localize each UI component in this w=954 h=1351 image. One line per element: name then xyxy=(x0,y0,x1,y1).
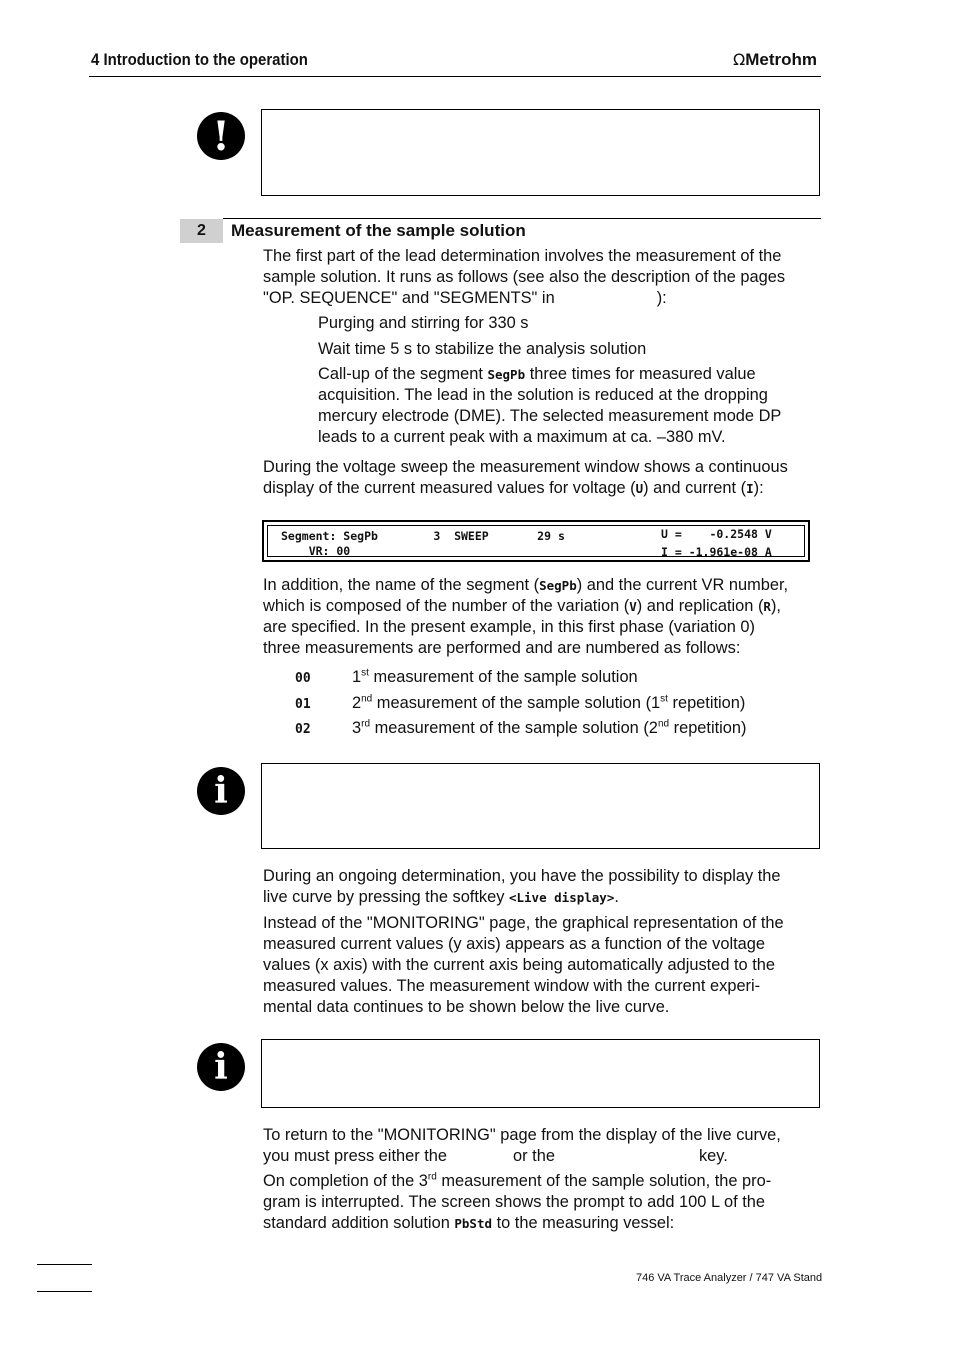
live-paragraph-1: During an ongoing determination, you have the possibility to display the live curve by pressing the softkey <Live display>. xyxy=(263,867,781,906)
chapter-title: 4 Introduction to the operation xyxy=(91,50,308,69)
info-icon: i xyxy=(197,767,245,815)
screen-voltage: U = -0.2548 V xyxy=(661,527,772,541)
live-display-softkey: <Live display> xyxy=(508,890,615,905)
screen-row1-left: Segment: SegPb 3 SWEEP 29 s xyxy=(281,529,565,543)
segment-code: SegPb xyxy=(487,367,526,382)
step-purge: Purging and stirring for 330 s xyxy=(318,314,529,332)
list-item: 1st measurement of the sample solution xyxy=(352,667,638,686)
brand-logo: ΩMetrohm xyxy=(733,50,818,69)
sweep-paragraph: During the voltage sweep the measurement window shows a continuous display of the current measured values for voltage (U) and current (I): xyxy=(263,458,788,497)
info-icon: i xyxy=(197,1043,245,1091)
section-title: Measurement of the sample solution xyxy=(231,221,526,240)
warning-note-box xyxy=(261,109,820,196)
screen-vr: VR: 00 xyxy=(281,544,351,558)
exclamation-icon: ! xyxy=(197,112,245,160)
vr-paragraph: In addition, the name of the segment (SegPb) and the current VR number, which is composed of the number of the variation (V) and replication (R), are specified. In the present example, in this first phase (variation 0) three measurements are performed and are numbered as follows: xyxy=(263,576,789,657)
list-item: 3rd measurement of the sample solution (2nd repetition) xyxy=(352,718,747,737)
live-paragraph-2: Instead of the "MONITORING" page, the graphical representation of the measured current values (y axis) appears as a function of the voltage values (x axis) with the current axis being automatically adjusted to the measured values. The measurement window with the current experi- mental data continues to be shown below the live curve. xyxy=(263,914,784,1016)
measurement-window xyxy=(262,520,810,562)
footer-product: 746 VA Trace Analyzer / 747 VA Stand xyxy=(636,1272,823,1284)
section-rule xyxy=(223,218,821,219)
intro-paragraph: The first part of the lead determination involves the measurement of the sample solution. It runs as follows (see also the description of the pages "OP. SEQUENCE" and "SEGMENTS" in ): xyxy=(263,247,786,307)
footer-rule xyxy=(37,1264,92,1265)
screen-current: I = -1.961e-08 A xyxy=(661,545,772,559)
list-item-code: 02 xyxy=(295,722,311,737)
footer-rule xyxy=(37,1291,92,1292)
section-number: 2 xyxy=(180,219,223,243)
step-wait: Wait time 5 s to stabilize the analysis solution xyxy=(318,340,647,358)
standard-solution-code: PbStd xyxy=(454,1216,493,1231)
list-item-code: 00 xyxy=(295,671,311,686)
list-item-code: 01 xyxy=(295,697,311,712)
return-paragraph: To return to the "MONITORING" page from the display of the live curve, you must press either the or the key. xyxy=(263,1126,781,1165)
completion-paragraph: On completion of the 3rd measurement of the sample solution, the pro- gram is interrupted. The screen shows the prompt to add 100 L of the standard addition solution PbStd to the measuring vessel: xyxy=(263,1171,772,1232)
list-item: 2nd measurement of the sample solution (1st repetition) xyxy=(352,693,746,712)
metrohm-logo-icon: Ω xyxy=(733,50,746,69)
info-note-box xyxy=(261,1039,820,1108)
info-note-box xyxy=(261,763,820,849)
step-segment: Call-up of the segment SegPb three times for measured value acquisition. The lead in the solution is reduced at the dropping mercury electrode (DME). The selected measurement mode DP leads to a current peak with a maximum at ca. –380 mV. xyxy=(318,365,782,446)
header-rule xyxy=(89,76,821,77)
